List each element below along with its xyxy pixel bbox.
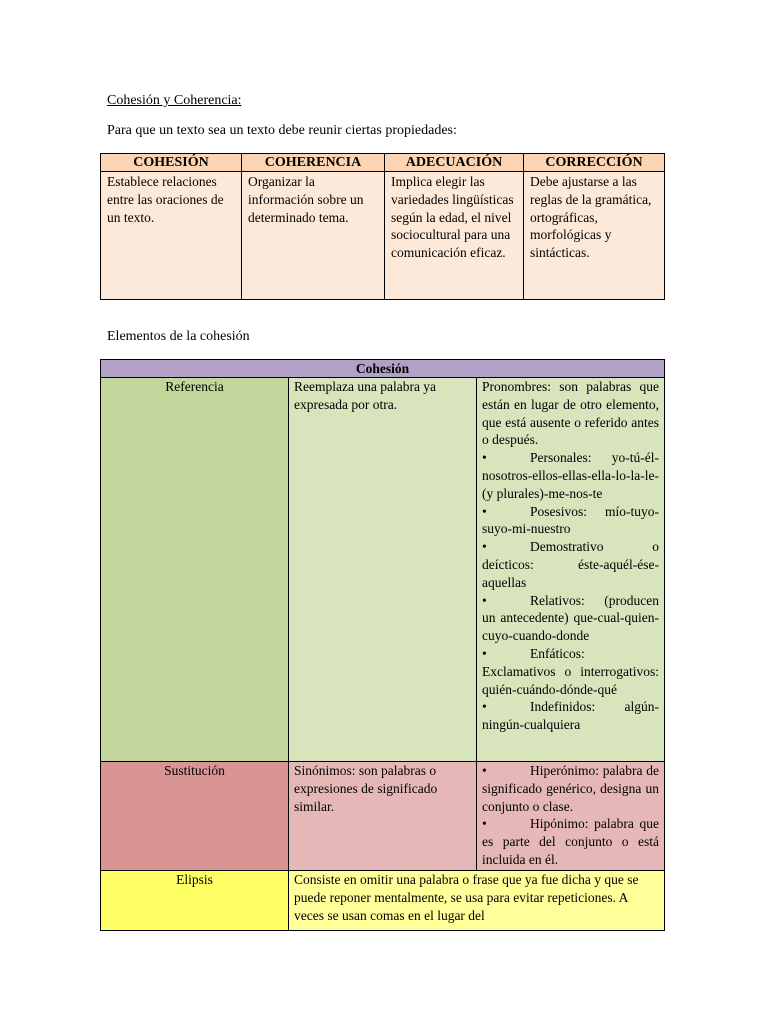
document-title: Cohesión y Coherencia:	[107, 93, 242, 108]
bullet-icon: •	[482, 539, 487, 555]
bullet-item	[482, 538, 659, 591]
elipsis-definition: Consiste en omitir una palabra o frase que ya fue dicha y que se puede reponer mentalmente, se usa para evitar repeticiones. A veces se usan comas en el lugar del	[289, 871, 665, 931]
bullet-icon: •	[482, 592, 487, 608]
sustitucion-name: Sustitución	[101, 762, 289, 871]
bullet-enfaticos: Enfáticos: Exclamativos o interrogativos: quién-cuándo-dónde-qué	[482, 645, 659, 697]
bullet-item	[482, 503, 659, 539]
cell-adecuacion: Implica elegir las variedades lingüísticas según la edad, el nivel sociocultural para una comunicación eficaz.	[385, 172, 524, 300]
bullet-icon: •	[482, 645, 487, 661]
bullet-personales: Personales: yo-tú-él-nosotros-ellos-ellas-ella-lo-la-le-(y plurales)-me-nos-te	[482, 450, 659, 501]
sustitucion-details	[477, 762, 665, 871]
bullet-item	[482, 698, 659, 734]
bullet-posesivos: Posesivos: mío-tuyo-suyo-mi-nuestro	[482, 503, 659, 537]
bullet-icon: •	[482, 699, 487, 715]
bullet-demostrativo: Demostrativo o deícticos: éste-aquél-ése-aquellas	[482, 539, 659, 590]
bullet-item	[482, 815, 659, 868]
bullet-item	[482, 645, 659, 698]
row-sustitucion	[101, 762, 665, 871]
properties-header-row	[101, 154, 665, 172]
bullet-relativos: Relativos: (producen un antecedente) que-cual-quien-cuyo-cuando-donde	[482, 592, 659, 644]
bullet-hiperonimo: Hiperónimo: palabra de significado genérico, designa un conjunto o clase.	[482, 763, 659, 814]
row-referencia	[101, 378, 665, 762]
cohesion-header-row	[101, 360, 665, 378]
header-coherencia: COHERENCIA	[242, 154, 385, 172]
bullet-icon: •	[482, 503, 487, 519]
referencia-details	[477, 378, 665, 762]
bullet-item	[482, 762, 659, 815]
cohesion-table	[100, 359, 665, 931]
elipsis-name: Elipsis	[101, 871, 289, 931]
bullet-icon: •	[482, 763, 487, 778]
cohesion-header: Cohesión	[101, 360, 665, 378]
cell-correccion: Debe ajustarse a las reglas de la gramática, ortográficas, morfológicas y sintácticas.	[524, 172, 665, 300]
pronombres-intro: Pronombres: son palabras que están en lugar de otro elemento, que está ausente o referido antes o después.	[482, 379, 659, 448]
sustitucion-definition: Sinónimos: son palabras o expresiones de significado similar.	[289, 762, 477, 871]
row-elipsis	[101, 871, 665, 931]
bullet-item	[482, 592, 659, 645]
header-adecuacion: ADECUACIÓN	[385, 154, 524, 172]
referencia-definition: Reemplaza una palabra ya expresada por otra.	[289, 378, 477, 762]
cell-coherencia: Organizar la información sobre un determinado tema.	[242, 172, 385, 300]
cell-cohesion: Establece relaciones entre las oraciones de un texto.	[101, 172, 242, 300]
header-correccion: CORRECCIÓN	[524, 154, 665, 172]
elements-subtitle: Elementos de la cohesión	[107, 329, 250, 344]
properties-body-row	[101, 172, 665, 300]
bullet-item	[482, 449, 659, 502]
bullet-indefinidos: Indefinidos: algún-ningún-cualquiera	[482, 699, 659, 733]
intro-paragraph: Para que un texto sea un texto debe reunir ciertas propiedades:	[107, 123, 457, 138]
bullet-icon: •	[482, 816, 487, 832]
referencia-name: Referencia	[101, 378, 289, 762]
header-cohesion: COHESIÓN	[101, 154, 242, 172]
properties-table	[100, 153, 665, 300]
bullet-icon: •	[482, 450, 487, 466]
bullet-hiponimo: Hipónimo: palabra que es parte del conjunto o está incluida en él.	[482, 816, 659, 867]
